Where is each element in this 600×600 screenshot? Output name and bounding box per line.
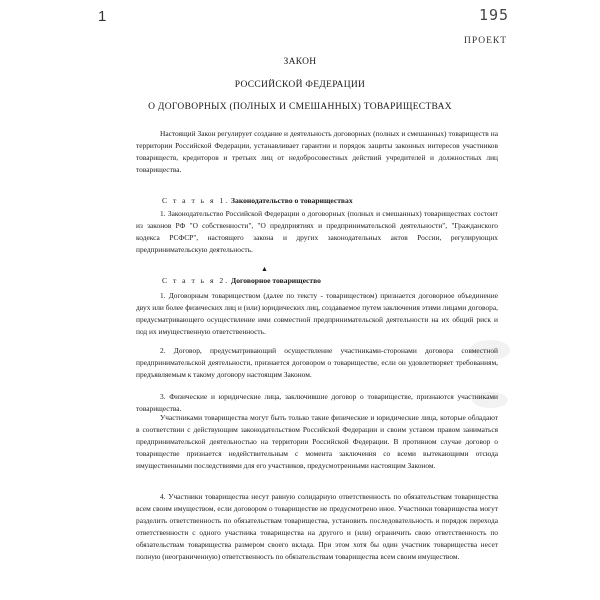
paragraph-text: 2. Договор, предусматривающий осуществление участниками-сторонами договора совместной предпринимательской деятельности, признается договором о товариществе, если он удовлетворяет требованиям, предъявляемым к такому договору настоящим Законом. [136,346,498,379]
article-1-title: Законодательство о товариществах [231,196,353,205]
article-2-paragraph-2 [136,345,498,381]
article-2-paragraph-1 [136,290,498,338]
preamble-text: Настоящий Закон регулирует создание и деятельность договорных (полных и смешанных) товариществ на территории Российской Федерации, устанавливает гарантии и порядок защиты законных интересов участников товариществ, кредиторов и третьих лиц от недобросовестных действий учредителей и должностных лиц товарищества. [136,129,498,174]
article-1-prefix: С т а т ь я 1. [162,196,230,205]
article-2-prefix: С т а т ь я 2. [162,276,230,285]
paragraph-text: 3. Физические и юридические лица, заключившие договор о товариществе, признаются участниками товарищества. [136,392,498,413]
bullet-mark: ▲ [261,265,268,273]
doc-title-law: ЗАКОН [283,57,317,67]
handwritten-page-number: 195 [479,6,510,24]
article-2-paragraph-5 [136,491,498,562]
draft-label: ПРОЕКТ [464,36,508,46]
paragraph-text: 4. Участники товарищества несут равную солидарную ответственность по обязательствам товарищества всем своим имуществом, если договором о товариществе не предусмотрено иное. Участники товарищества могут разделить ответственность по обязательствам товарищества, установить последовательность и порядок перехода ответственности с одного участника товарищества на другого и (или) ограничить свою ответственность по обязательствам товарищества размером своего вклада. При этом хотя бы один участник товарищества несет полную (неограниченную) ответственность по обязательствам товарищества всем своим имуществом. [136,492,498,561]
corner-mark: 1 [98,8,107,25]
article-2-heading [162,276,321,285]
article-1-heading [162,196,353,205]
preamble [136,128,498,176]
paragraph-text: Участниками товарищества могут быть только такие физические и юридические лица, которые обладают в соответствии с действующим законодательством Российской Федерации и своим уставом правом заниматься предпринимательской деятельностью на территории Российской Федерации. В противном случае договор о товариществе признается недействительным с момента заключения со всеми вытекающими отсюда имущественными последствиями для его участников, предусмотренными настоящим Законом. [136,413,498,470]
article-1-body [136,208,498,256]
article-2-title: Договорное товарищество [231,276,321,285]
doc-title-federation: РОССИЙСКОЙ ФЕДЕРАЦИИ [234,80,366,90]
article-2-paragraph-4 [136,412,498,472]
article-1-paragraph-1: 1. Законодательство Российской Федерации о договорных (полных и смешанных) товариществах состоит из законов РФ "О собственности", "О предприятиях и предпринимательской деятельности", "Гражданского кодекса РСФСР", настоящего закона и других законодательных актов России, регулирующих предпринимательскую деятельность. [136,209,498,254]
paragraph-text: 1. Договорным товариществом (далее по тексту - товариществом) признается договорное объединение двух или более физических лиц и (или) юридических лиц, создаваемое путем заключения этими лицами договора, предусматривающего осуществление ими совместной предпринимательской деятельности на их общий риск и под их имущественную ответственность. [136,291,498,336]
doc-title-subject: О ДОГОВОРНЫХ (ПОЛНЫХ И СМЕШАННЫХ) ТОВАРИЩЕСТВАХ [148,102,452,112]
